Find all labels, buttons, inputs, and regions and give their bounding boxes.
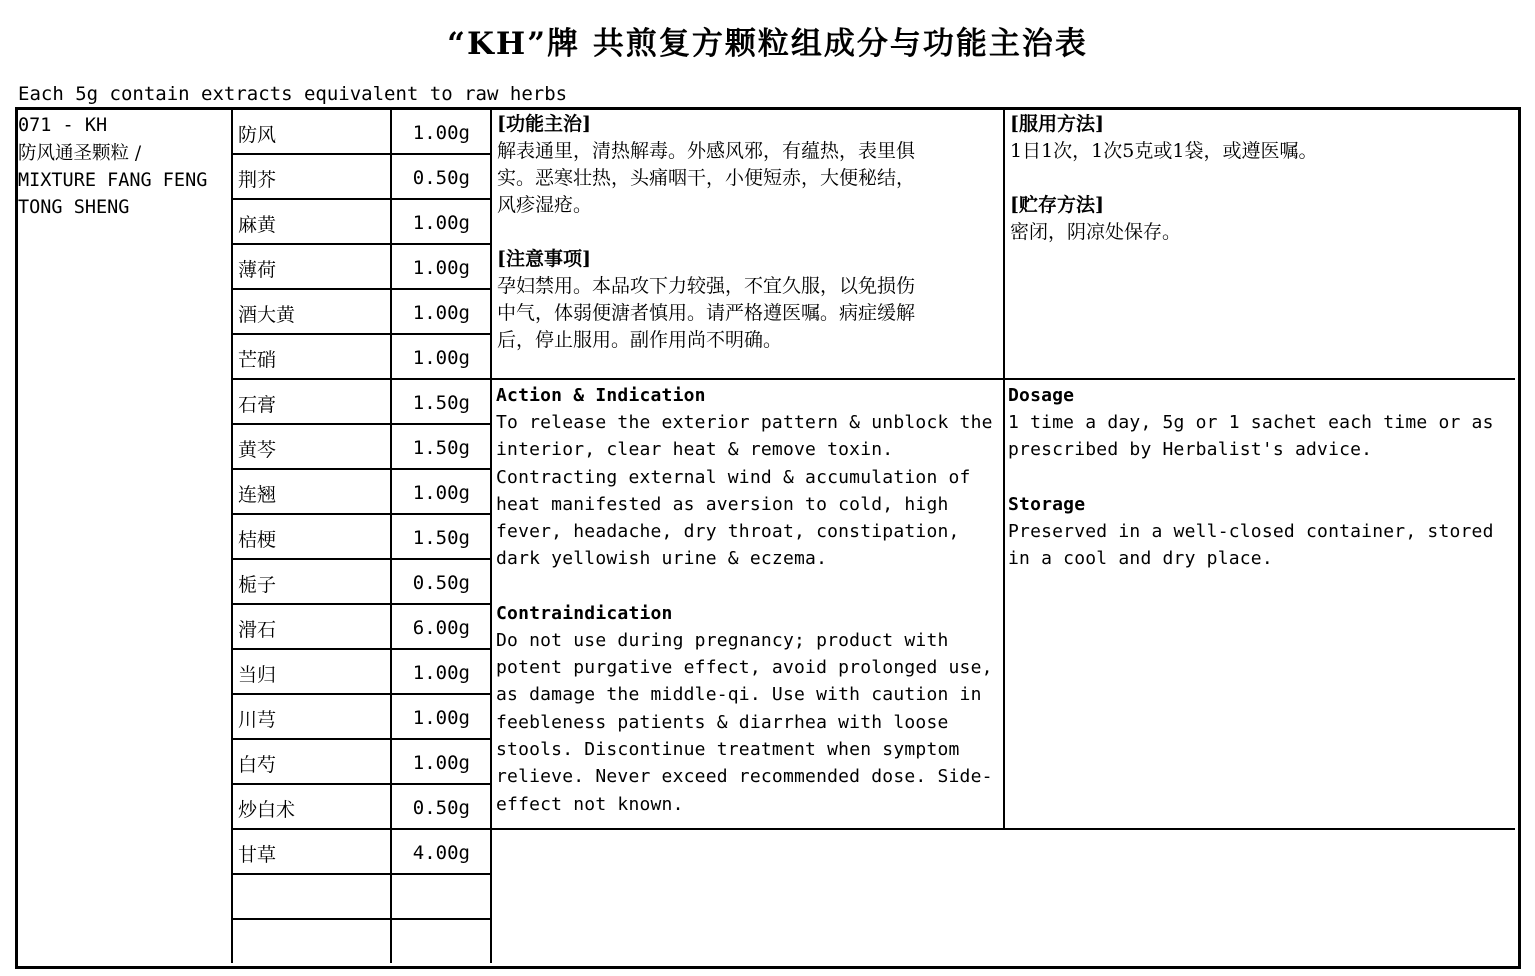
herb-row-divider <box>232 828 492 830</box>
en-action-heading: Action & Indication <box>496 385 706 406</box>
en-action-cell <box>496 382 1002 818</box>
en-storage-line: Preserved in a well-closed container, stored <box>1008 520 1494 542</box>
en-dosage-line: prescribed by Herbalist's advice. <box>1008 439 1373 461</box>
col-divider-dose <box>490 109 492 963</box>
herb-name: 当归 <box>238 664 277 686</box>
zh-caution-line: 中气，体弱便溏者慎用。请严格遵医嘱。病症缓解 <box>497 302 916 324</box>
herb-name: 酒大黄 <box>238 304 296 326</box>
herb-dose: 1.00g <box>412 482 470 504</box>
herb-row-divider <box>232 558 492 560</box>
en-contra-heading: Contraindication <box>496 602 673 624</box>
zh-caution-line: 后，停止服用。副作用尚不明确。 <box>497 329 783 351</box>
herb-row-divider <box>232 423 492 425</box>
zh-caution-line: 孕妇禁用。本品攻下力较强，不宜久服，以免损伤 <box>497 275 916 297</box>
en-action-line: interior, clear heat & remove toxin. <box>496 439 894 461</box>
herb-row-divider <box>232 198 492 200</box>
en-dosage-cell <box>1008 382 1513 572</box>
herb-row-divider <box>232 288 492 290</box>
herb-dose: 1.00g <box>412 662 470 684</box>
herb-row-divider <box>232 243 492 245</box>
zh-action-line: 实。恶寒壮热，头痛咽干，小便短赤，大便秘结， <box>497 167 916 189</box>
herb-row-divider <box>232 873 492 875</box>
herb-name: 石膏 <box>238 394 277 416</box>
herb-row-divider <box>232 378 492 380</box>
herb-name: 连翘 <box>238 484 277 506</box>
herb-row-divider <box>232 468 492 470</box>
herb-name: 芒硝 <box>238 349 277 371</box>
herb-name: 甘草 <box>238 844 277 866</box>
zh-action-line: 解表通里，清热解毒。外感风邪，有蕴热，表里俱 <box>497 140 916 162</box>
en-contra-line: feebleness patients & diarrhea with loose <box>496 711 949 733</box>
en-contra-line: Do not use during pregnancy; product with <box>496 629 949 651</box>
zh-action-line: 风疹湿疮。 <box>497 194 593 216</box>
herb-row-divider <box>232 333 492 335</box>
en-action-line: fever, headache, dry throat, constipation, <box>496 521 960 543</box>
herb-dose: 1.00g <box>412 212 470 234</box>
herb-row-divider <box>232 153 492 155</box>
herb-name: 桔梗 <box>238 529 277 551</box>
en-storage-heading: Storage <box>1008 493 1086 515</box>
herb-name: 麻黄 <box>238 214 277 236</box>
en-contra-line: potent purgative effect, avoid prolonged use, <box>496 657 993 679</box>
herb-dose: 1.00g <box>412 707 470 729</box>
col-divider-product <box>231 109 233 963</box>
herb-dose: 1.50g <box>412 392 470 414</box>
herb-dose: 1.00g <box>412 752 470 774</box>
en-action-line: dark yellowish urine & eczema. <box>496 548 828 570</box>
herb-dose: 1.50g <box>412 437 470 459</box>
herb-dose: 6.00g <box>412 617 470 639</box>
herb-dose: 4.00g <box>412 842 470 864</box>
section-divider-bottom <box>491 828 1515 830</box>
herb-row-divider <box>232 738 492 740</box>
en-contra-line: relieve. Never exceed recommended dose. Side- <box>496 766 993 788</box>
en-action-line: To release the exterior pattern & unblock the <box>496 412 993 433</box>
product-code: 071 - KH <box>18 115 108 136</box>
herb-row-divider <box>232 603 492 605</box>
herb-dose: 0.50g <box>412 572 470 594</box>
herb-dose: 1.00g <box>412 302 470 324</box>
en-dosage-heading: Dosage <box>1008 385 1075 406</box>
herb-row-divider <box>232 783 492 785</box>
zh-action-heading: [功能主治] <box>497 113 591 135</box>
herb-dose: 1.00g <box>412 122 470 144</box>
en-contra-line: as damage the middle-qi. Use with caution in <box>496 684 982 706</box>
product-name-en-1: MIXTURE FANG FENG <box>18 169 208 191</box>
herb-row-divider <box>232 513 492 515</box>
product-name-en-2: TONG SHENG <box>18 197 130 218</box>
en-contra-line: stools. Discontinue treatment when symptom <box>496 738 960 760</box>
herb-dose: 0.50g <box>412 167 470 189</box>
herb-dose: 1.50g <box>412 527 470 549</box>
herb-name: 栀子 <box>238 574 277 596</box>
zh-usage-heading: [服用方法] <box>1010 113 1104 135</box>
en-contra-line: effect not known. <box>496 793 684 815</box>
col-divider-text <box>1003 109 1005 829</box>
herb-name: 防风 <box>238 124 277 146</box>
herb-name: 白芍 <box>238 754 277 776</box>
zh-storage-text: 密闭，阴凉处保存。 <box>1010 221 1182 243</box>
section-divider-zh-en <box>491 378 1515 380</box>
table-subtitle: Each 5g contain extracts equivalent to raw herbs <box>18 83 568 105</box>
en-dosage-line: 1 time a day, 5g or 1 sachet each time or as <box>1008 412 1494 433</box>
page-title: “KH”牌 共煎复方颗粒组成分与功能主治表 <box>447 26 1088 62</box>
en-storage-line: in a cool and dry place. <box>1008 547 1273 569</box>
herb-name: 滑石 <box>238 619 277 641</box>
en-action-line: Contracting external wind & accumulation of <box>496 466 971 488</box>
en-action-line: heat manifested as aversion to cold, high <box>496 493 949 515</box>
herb-dose: 1.00g <box>412 347 470 369</box>
herb-name: 黄芩 <box>238 439 277 461</box>
herb-dose: 0.50g <box>412 797 470 819</box>
herb-name: 荆芥 <box>238 169 277 191</box>
herb-name: 炒白术 <box>238 799 296 821</box>
zh-caution-heading: [注意事项] <box>497 248 591 270</box>
product-info <box>18 112 230 222</box>
product-name-zh: 防风通圣颗粒 / <box>18 142 142 164</box>
zh-storage-heading: [贮存方法] <box>1010 194 1104 216</box>
herb-name: 薄荷 <box>238 259 277 281</box>
herb-row-divider <box>232 918 492 920</box>
herb-row-divider <box>232 693 492 695</box>
zh-action-cell <box>497 111 1001 354</box>
herb-dose: 1.00g <box>412 257 470 279</box>
zh-usage-text: 1日1次，1次5克或1袋，或遵医嘱。 <box>1010 140 1318 162</box>
herb-row-divider <box>232 648 492 650</box>
herb-name: 川芎 <box>238 709 277 731</box>
zh-usage-cell <box>1010 111 1510 246</box>
